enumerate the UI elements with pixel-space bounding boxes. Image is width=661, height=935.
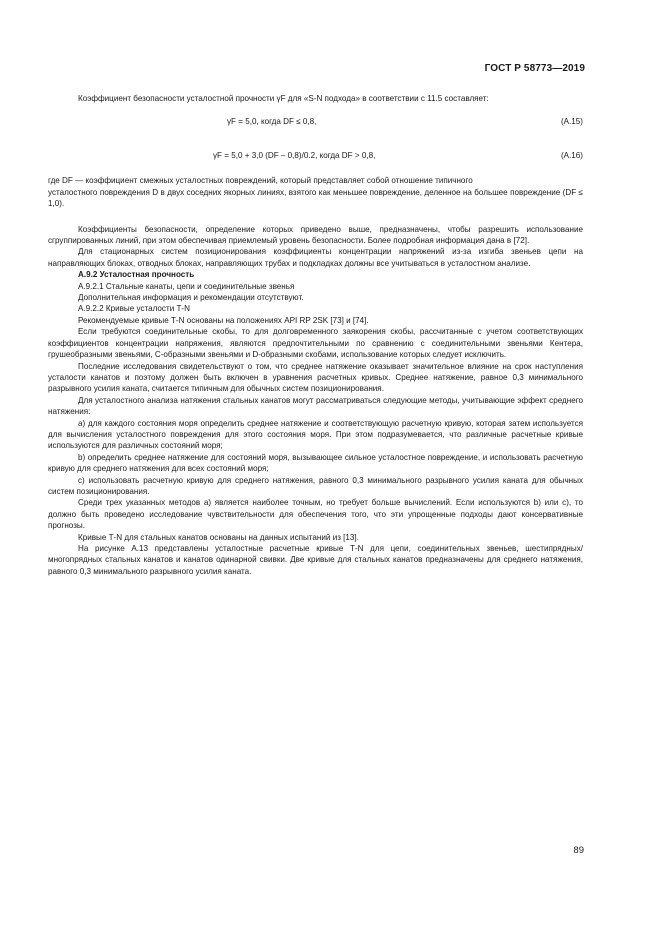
list-item: b) определить среднее натяжение для состояний моря, вызывающее сильное усталостное повреждение, и использовать расчетную кривую для среднего натяжения для всех состояний моря; — [48, 452, 583, 474]
paragraph: Дополнительная информация и рекомендации отсутствуют. — [78, 293, 304, 303]
section-heading: А.9.2 Усталостная прочность — [78, 270, 195, 280]
paragraph: Если требуются соединительные скобы, то для долговременного заякорения скобы, рассчитанные с учетом соответствующих коэффициентов концентрации напряжения, являются предпочтительными по сравнению с соединительными звеньями Кентера, грушеобразными звеньями, С-образными звеньями и D-образными скобами, использование которых следует исключить. — [48, 327, 583, 360]
paragraph: Для стационарных систем позиционирования коэффициенты концентрации напряжений из-за изгиба звеньев цепи на направляющих блоках, отводных блоках, направляющих трубах и подкладках должны все учитываться в усталостном анализе. — [48, 247, 583, 268]
equation-a15 — [48, 116, 583, 128]
paragraph: Последние исследования свидетельствуют о том, что среднее натяжение оказывает значительное влияние на срок наступления усталости канатов и поэтому должен быть включен в уравнения расчетных кривых. Среднее натяжение, равное 0,3 минимального разрывного усилия каната, считается типичным для обычных систем позиционирования. — [48, 361, 583, 394]
equation-formula: γF = 5,0, когда DF ≤ 0,8, — [227, 117, 317, 127]
intro-paragraph: Коэффициент безопасности усталостной прочности γF для «S-N подхода» в соответствии с 11.5 составляет: — [78, 94, 489, 103]
subsection-heading: А.9.2.1 Стальные канаты, цепи и соединительные звенья — [78, 281, 295, 291]
paragraph: На рисунке А.13 представлены усталостные расчетные кривые Т-N для цепи, соединительных звеньев, шестипрядных/многопрядных стальных канатов и канатов одинарной свивки. Две кривые для стальных канатов предназначены для среднего натяжения, равного 0,3 минимального разрывного усилия каната. — [48, 544, 583, 576]
equation-formula: γF = 5,0 + 3,0 (DF – 0,8)/0.2, когда DF > 0,8, — [213, 151, 376, 161]
paragraph: Кривые Т-N для стальных канатов основаны на данных испытаний из [13]. — [78, 532, 359, 542]
paragraph: Для усталостного анализа натяжения стальных канатов могут рассматриваться следующие методы, учитывающие эффект среднего натяжения: — [48, 395, 583, 417]
page-number: 89 — [573, 845, 584, 856]
document-body — [48, 93, 583, 577]
subsection-heading: А.9.2.2 Кривые усталости Т-N — [78, 304, 190, 314]
equation-number: (A.15) — [560, 117, 583, 127]
equation-a16 — [48, 150, 583, 162]
equation-number: (A.16) — [560, 151, 583, 161]
document-header: ГОСТ Р 58773—2019 — [484, 63, 585, 74]
paragraph: Коэффициенты безопасности, определение которых приведено выше, предназначены, чтобы разрешить использование сгруппированных линий, при этом обеспечивая приемлемый уровень безопасности. Более подробная информация дана в [72]. — [48, 224, 583, 246]
paragraph: Среди трех указанных методов а) является наиболее точным, но требует больше вычислений. Если используются b) или с), то должно быть проведено исследование чувствительности для обеспечения того, что эти упрощенные подходы дают консервативные прогнозы. — [48, 498, 583, 531]
list-item: с) использовать расчетную кривую для среднего натяжения, равного 0,3 минимального разрывного усилия каната для обычных систем позиционирования. — [48, 475, 583, 496]
list-item: а) для каждого состояния моря определить среднее натяжение и соответствующую расчетную кривую, которая затем используется для вычисления усталостного повреждения для этого состояния моря. При этом подразумевается, что различные расчетные кривые используются для различных состояний моря; — [48, 418, 583, 451]
paragraph: Рекомендуемые кривые Т-N основаны на положениях API RP 2SK [73] и [74]. — [78, 315, 369, 325]
where-definition: где DF — коэффициент смежных усталостных повреждений, который представляет собой отношение типичного — [48, 176, 473, 186]
where-definition-continued: усталостного повреждения D в двух соседних якорных линиях, взятого как меньшее повреждение, деленное на большее повреждение (DF ≤ 1,0). — [48, 187, 583, 209]
